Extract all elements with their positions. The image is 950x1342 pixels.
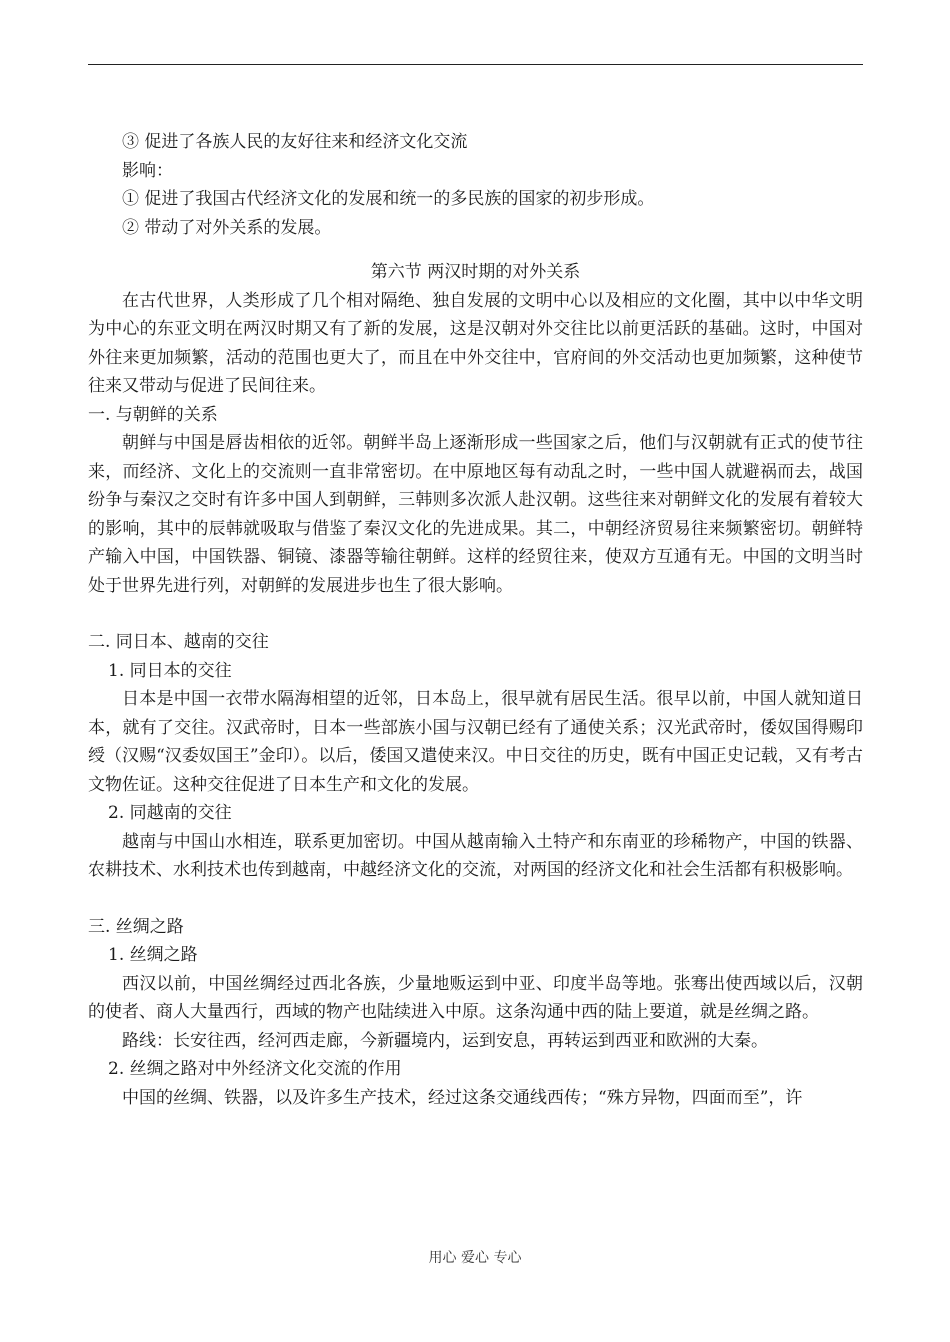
spacer	[88, 885, 863, 913]
document-body	[88, 128, 863, 1112]
influence-label: 影响：	[122, 160, 173, 181]
header-rule	[88, 64, 863, 65]
intro-paragraph: 在古代世界，人类形成了几个相对隔绝、独自发展的文明中心以及相应的文化圈，其中以中华文明为中心的东亚文明在两汉时期又有了新的发展，这是汉朝对外交往比以前更活跃的基础。这时，中国对外往来更加频繁，活动的范围也更大了，而且在中外交往中，官府间的外交活动也更加频繁，这种使节往来又带动与促进了民间往来。	[88, 290, 863, 396]
subheading-silk-road-role: 2. 丝绸之路对中外经济文化交流的作用	[108, 1059, 402, 1079]
subheading-vietnam: 2. 同越南的交往	[108, 803, 232, 823]
silk-road-role-paragraph: 中国的丝绸、铁器，以及许多生产技术，经过这条交通线西传；“殊方异物，四面而至”，许	[122, 1087, 803, 1108]
heading-silk-road: 三. 丝绸之路	[88, 916, 184, 937]
route-paragraph: 路线：长安往西，经河西走廊，今新疆境内，运到安息，再转运到西亚和欧洲的大秦。	[122, 1030, 768, 1051]
influence-item-2: ② 带动了对外关系的发展。	[122, 217, 332, 238]
spacer	[88, 600, 863, 628]
silk-road-paragraph: 西汉以前，中国丝绸经过西北各族，少量地贩运到中亚、印度半岛等地。张骞出使西域以后，汉朝的使者、商人大量西行，西域的物产也陆续进入中原。这条沟通中西的陆上要道，就是丝绸之路。	[88, 973, 863, 1022]
vietnam-paragraph: 越南与中国山水相连，联系更加密切。中国从越南输入土特产和东南亚的珍稀物产，中国的铁器、农耕技术、水利技术也传到越南，中越经济文化的交流，对两国的经济文化和社会生活都有积极影响。	[88, 831, 863, 880]
subheading-silk-road: 1. 丝绸之路	[108, 945, 198, 965]
subheading-japan: 1. 同日本的交往	[108, 660, 232, 681]
list-item-3: ③ 促进了各族人民的友好往来和经济文化交流	[122, 132, 468, 152]
influence-item-1: ① 促进了我国古代经济文化的发展和统一的多民族的国家的初步形成。	[122, 189, 655, 209]
section-title: 第六节 两汉时期的对外关系	[370, 262, 581, 282]
korea-paragraph: 朝鲜与中国是唇齿相依的近邻。朝鲜半岛上逐渐形成一些国家之后，他们与汉朝就有正式的使节往来，而经济、文化上的交流则一直非常密切。在中原地区每有动乱之时，一些中国人就避祸而去，战国纷争与秦汉之交时有许多中国人到朝鲜，三韩则多次派人赴汉朝。这些往来对朝鲜文化的发展有着较大的影响，其中的辰韩就吸取与借鉴了秦汉文化的先进成果。其二，中朝经济贸易往来频繁密切。朝鲜特产输入中国，中国铁器、铜镜、漆器等输往朝鲜。这样的经贸往来，使双方互通有无。中国的文明当时处于世界先进行列，对朝鲜的发展进步也生了很大影响。	[88, 433, 863, 596]
heading-japan-vietnam: 二. 同日本、越南的交往	[88, 632, 269, 652]
japan-paragraph: 日本是中国一衣带水隔海相望的近邻，日本岛上，很早就有居民生活。很早以前，中国人就知道日本，就有了交往。汉武帝时，日本一些部族小国与汉朝已经有了通使关系；汉光武帝时，倭奴国得赐印绶（汉赐“汉委奴国王”金印）。以后，倭国又遣使来汉。中日交往的历史，既有中国正史记载，又有考古文物佐证。这种交往促进了日本生产和文化的发展。	[88, 689, 863, 795]
heading-korea: 一. 与朝鲜的关系	[88, 404, 218, 425]
page-footer: 用心 爱心 专心	[428, 1250, 522, 1266]
